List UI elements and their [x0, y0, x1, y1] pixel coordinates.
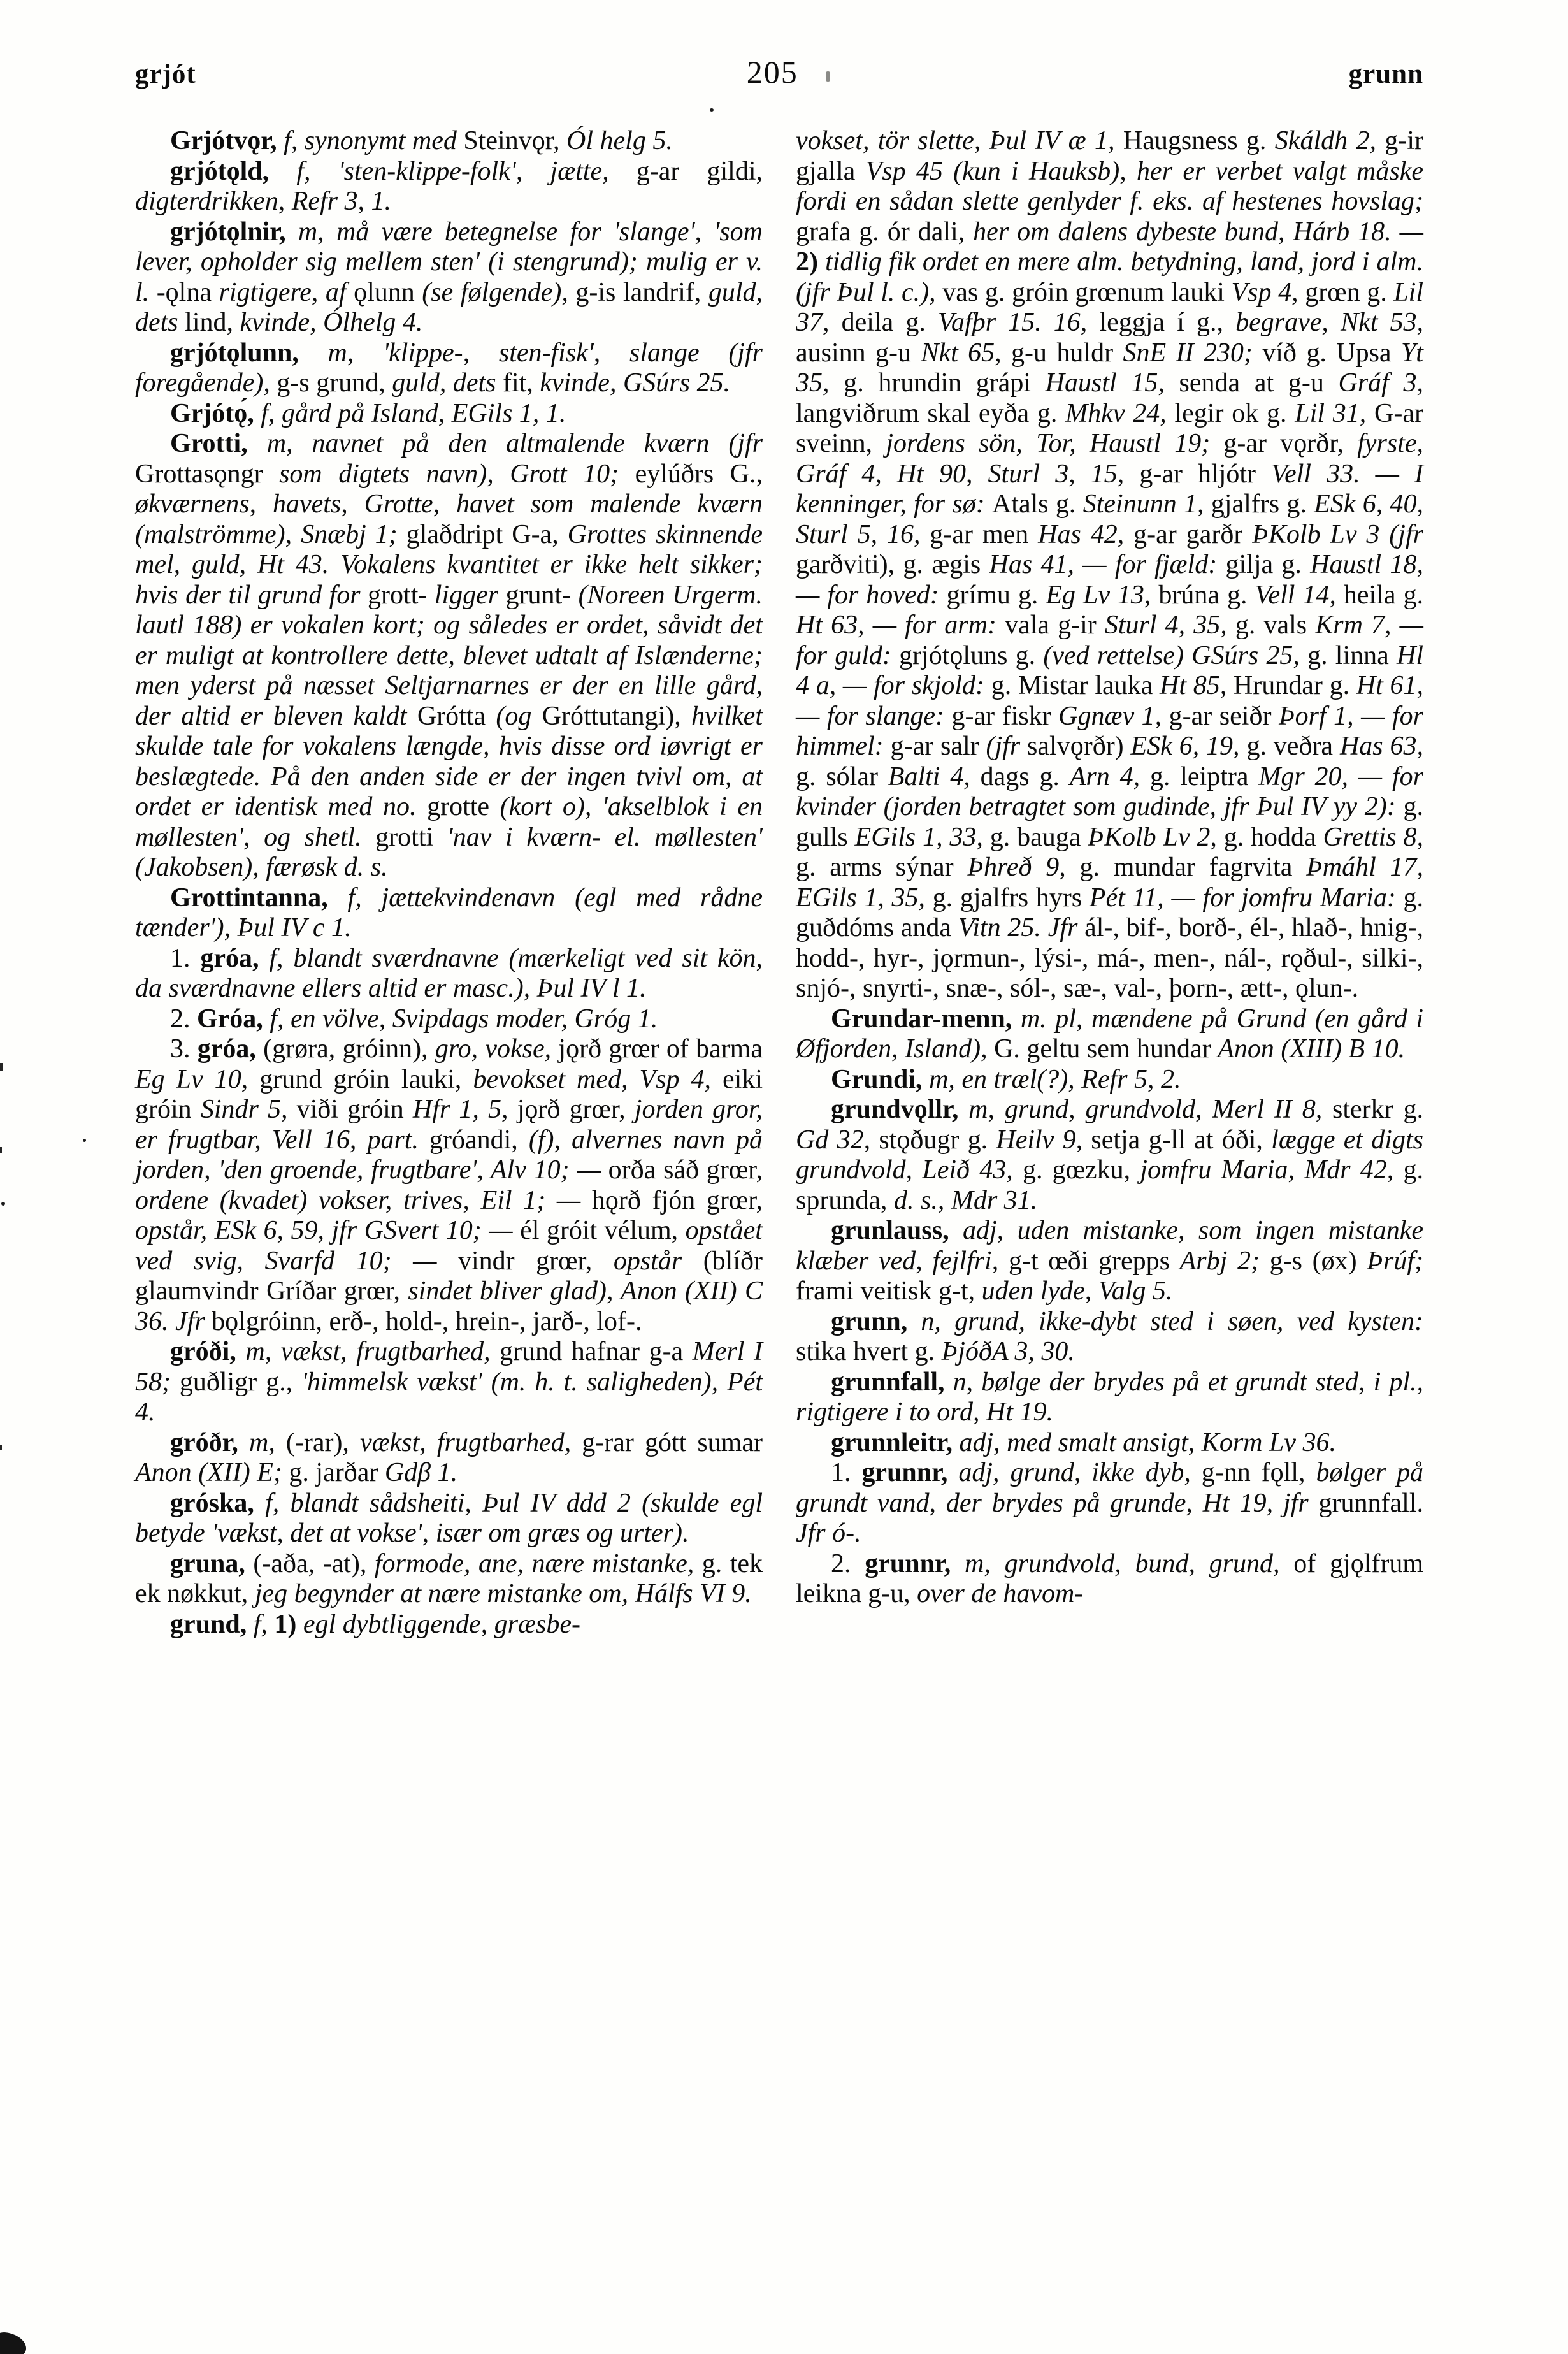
dictionary-entry: grunlauss, adj, uden mistanke, som ingen mistanke klæber ved, fejlfri, g-t œði grepps Arbj 2; g-s (øx) Þrúf; frami veitisk g-t, uden lyde, Valg 5.: [796, 1216, 1423, 1306]
dictionary-entry: Grundar-menn, m. pl, mændene på Grund (en gård i Øfjorden, Island), G. geltu sem hundar Anon (XIII) B 10.: [796, 1004, 1423, 1064]
scan-speck: [83, 1139, 86, 1142]
scan-edge-mark: [0, 1147, 2, 1153]
scan-speck: [826, 71, 830, 82]
column-left: [135, 126, 763, 1640]
dictionary-entry: grundvǫllr, m, grund, grundvold, Merl II 8, sterkr g. Gd 32, stǫðugr g. Heilv 9, setja g-ll at óði, lægge et digts grundvold, Leið 43, g. gœzku, jomfru Maria, Mdr 42, g. sprunda, d. s., Mdr 31.: [796, 1095, 1423, 1215]
scan-corner-blob: [0, 2329, 29, 2354]
dictionary-entry: grjótǫlnir, m, må være betegnelse for 'slange', 'som lever, opholder sig mellem sten' (i stengrund); mulig er v. l. -ǫlna rigtigere, af ǫlunn (se følgende), g-is landrif, guld, dets lind, kvinde, Ólhelg 4.: [135, 217, 763, 337]
dictionary-entry: Grottintanna, f, jættekvindenavn (egl med rådne tænder'), Þul IV c 1.: [135, 883, 763, 942]
scan-speck: [710, 108, 714, 112]
dictionary-entry: grund, f, 1) egl dybtliggende, græsbe-: [170, 1609, 580, 1639]
dictionary-entry: Grjótvǫr, f, synonymt med Steinvǫr, Ól helg 5.: [170, 126, 673, 155]
page-number: 205: [746, 54, 798, 90]
scan-edge-mark: [0, 1445, 2, 1450]
dictionary-entry: gróði, m, vækst, frugtbarhed, grund hafnar g-a Merl I 58; guðligr g., 'himmelsk vækst' (m. h. t. saligheden), Pét 4.: [135, 1337, 763, 1427]
column-right: [796, 126, 1423, 1640]
dictionary-entry: 1. gróa, f, blandt sværdnavne (mærkeligt ved sit kön, da sværdnavne ellers altid er masc.), Þul IV l 1.: [135, 943, 763, 1003]
dictionary-entry: 3. gróa, (grøra, gróinn), gro, vokse, jǫrð grœr of barma Eg Lv 10, grund gróin lauki, bevokset med, Vsp 4, eiki gróin Sindr 5, viði gróin Hfr 1, 5, jǫrð grœr, jorden gror, er frugtbar, Vell 16, part. gróandi, (f), alvernes navn på jorden, 'den groende, frugtbare', Alv 10; — orða sáð grœr, ordene (kvadet) vokser, trives, Eil 1; — hǫrð fjón grœr, opstår, ESk 6, 59, jfr GSvert 10; — él gróit vélum, opstået ved svig, Svarfd 10; — vindr grœr, opstår (blíðr glaumvindr Gríðar grœr, sindet bliver glad), Anon (XII) C 36. Jfr bǫlgróinn, erð-, hold-, hrein-, jarð-, lof-.: [135, 1034, 763, 1336]
header-keyword-right: grunn: [1348, 59, 1423, 89]
dictionary-entry: vokset, tör slette, Þul IV æ 1, Haugsness g. Skáldh 2, g-ir gjalla Vsp 45 (kun i Hauksb), her er verbet valgt måske fordi en sådan slette genlyder f. eks. af hestenes hovslag; grafa g. ór dali, her om dalens dybeste bund, Hárb 18. — 2) tidlig fik ordet en mere alm. betydning, land, jord i alm. (jfr Þul l. c.), vas g. gróin grœnum lauki Vsp 4, grœn g. Lil 37, deila g. Vafþr 15. 16, leggja í g., begrave, Nkt 53, ausinn g-u Nkt 65, g-u huldr SnE II 230; víð g. Upsa Yt 35, g. hrundin grápi Haustl 15, senda at g-u Gráf 3, langviðrum skal eyða g. Mhkv 24, legir ok g. Lil 31, G-ar sveinn, jordens sön, Tor, Haustl 19; g-ar vǫrðr, fyrste, Gráf 4, Ht 90, Sturl 3, 15, g-ar hljótr Vell 33. — I kenninger, for sø: Atals g. Steinunn 1, gjalfrs g. ESk 6, 40, Sturl 5, 16, g-ar men Has 42, g-ar garðr ÞKolb Lv 3 (jfr garðviti), g. ægis Has 41, — for fjæld: gilja g. Haustl 18, — for hoved: grímu g. Eg Lv 13, brúna g. Vell 14, heila g. Ht 63, — for arm: vala g-ir Sturl 4, 35, g. vals Krm 7, — for guld: grjótǫluns g. (ved rettelse) GSúrs 25, g. linna Hl 4 a, — for skjold: g. Mistar lauka Ht 85, Hrundar g. Ht 61, — for slange: g-ar fiskr Ggnæv 1, g-ar seiðr Þorf 1, — for himmel: g-ar salr (jfr salvǫrðr) ESk 6, 19, g. veðra Has 63, g. sólar Balti 4, dags g. Arn 4, g. leiptra Mgr 20, — for kvinder (jorden betragtet som gudinde, jfr Þul IV yy 2): g. gulls EGils 1, 33, g. bauga ÞKolb Lv 2, g. hodda Grettis 8, g. arms sýnar Þhreð 9, g. mundar fagrvita Þmáhl 17, EGils 1, 35, g. gjalfrs hyrs Pét 11, — for jomfru Maria: g. guðdóms anda Vitn 25. Jfr ál-, bif-, borð-, él-, hlað-, hnig-, hodd-, hyr-, jǫrmun-, lýsi-, má-, men-, nál-, rǫðul-, silki-, snjó-, snyrti-, snæ-, sól-, sæ-, val-, þorn-, ætt-, ǫlun-.: [796, 126, 1424, 1003]
dictionary-entry: 2. grunnr, m, grundvold, bund, grund, of gjǫlfrum leikna g-u, over de havom-: [796, 1549, 1424, 1608]
dictionary-entry: Grjótǫ́, f, gård på Island, EGils 1, 1.: [170, 398, 566, 428]
dictionary-entry: grunnfall, n, bølge der brydes på et grundt sted, i pl., rigtigere i to ord, Ht 19.: [796, 1367, 1423, 1427]
dictionary-entry: grunn, n, grund, ikke-dybt sted i søen, ved kysten: stika hvert g. ÞjóðA 3, 30.: [796, 1306, 1423, 1366]
dictionary-entry: grjótǫld, f, 'sten-klippe-folk', jætte, g-ar gildi, digterdrikken, Refr 3, 1.: [135, 156, 763, 216]
dictionary-entry: 1. grunnr, adj, grund, ikke dyb, g-nn fǫll, bølger på grundt vand, der brydes på grunde, Ht 19, jfr grunnfall. Jfr ó-.: [796, 1458, 1424, 1548]
dictionary-entry: grunnleitr, adj, med smalt ansigt, Korm Lv 36.: [831, 1427, 1336, 1457]
dictionary-entry: grjótǫlunn, m, 'klippe-, sten-fisk', slange (jfr foregående), g-s grund, guld, dets fit, kvinde, GSúrs 25.: [135, 338, 763, 398]
text-block: [135, 126, 1423, 1640]
dictionary-entry: Grotti, m, navnet på den altmalende kværn (jfr Grottasǫngr som digtets navn), Grott 10; eylúðrs G., økværnens, havets, Grotte, havet som malende kværn (malströmme), Snæbj 1; glaðdript G-a, Grottes skinnende mel, guld, Ht 43. Vokalens kvantitet er ikke helt sikker; hvis der til grund for grott- ligger grunt- (Noreen Urgerm. lautl 188) er vokalen kort; og således er ordet, såvidt det er muligt at kontrollere dette, blevet udtalt af Islænderne; men yderst på næsset Seltjarnarnes er der en lille gård, der altid er bleven kaldt Grótta (og Gróttutangi), hvilket skulde tale for vokalens længde, hvis disse ord iøvrigt er beslægtede. På den anden side er der ingen tvivl om, at ordet er identisk med no. grotte (kort o), 'akselblok i en møllesten', og shetl. grotti 'nav i kværn- el. møllesten' (Jakobsen), færøsk d. s.: [135, 429, 763, 882]
dictionary-entry: Grundi, m, en træl(?), Refr 5, 2.: [831, 1064, 1181, 1094]
scan-edge-mark: [0, 1063, 3, 1071]
header-keyword-left: grjót: [135, 59, 196, 89]
dictionary-entry: gruna, (-aða, -at), formode, ane, nære mistanke, g. tek ek nøkkut, jeg begynder at nære mistanke om, Hálfs VI 9.: [135, 1549, 763, 1608]
dictionary-entry: 2. Gróa, f, en völve, Svipdags moder, Gróg 1.: [170, 1004, 658, 1034]
dictionary-entry: gróðr, m, (-rar), vækst, frugtbarhed, g-rar gótt sumar Anon (XII) E; g. jarðar Gdβ 1.: [135, 1427, 763, 1487]
running-header: [135, 54, 1423, 90]
dictionary-entry: gróska, f, blandt sådsheiti, Þul IV ddd 2 (skulde egl betyde 'vækst, det at vokse', især om græs og urter).: [135, 1488, 763, 1548]
scan-speck: [1, 1202, 5, 1206]
